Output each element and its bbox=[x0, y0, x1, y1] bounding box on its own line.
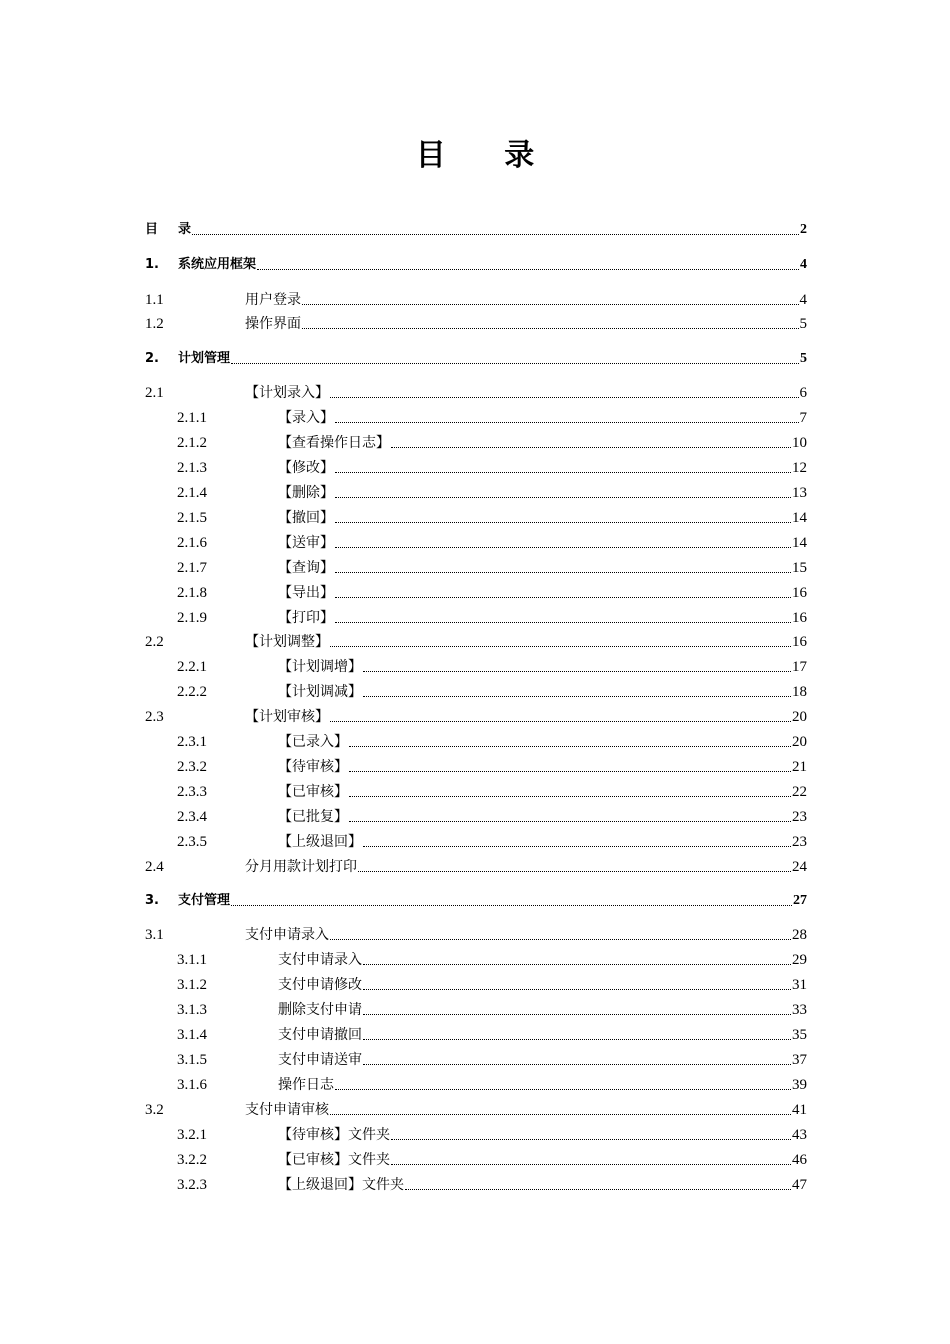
toc-page: 12 bbox=[792, 460, 807, 476]
toc-page: 5 bbox=[800, 351, 807, 366]
toc-entry[interactable] bbox=[145, 1148, 807, 1170]
toc-number: 2.3 bbox=[145, 709, 164, 725]
toc-entry[interactable] bbox=[145, 288, 807, 310]
toc-page: 23 bbox=[792, 834, 807, 850]
toc-number: 2.1.2 bbox=[177, 435, 207, 451]
toc-page: 16 bbox=[792, 610, 807, 626]
toc-entry[interactable] bbox=[145, 780, 807, 802]
toc-title: 支付申请录入 bbox=[245, 927, 329, 943]
dot-leader bbox=[363, 1038, 791, 1040]
toc-number: 1.1 bbox=[145, 292, 164, 308]
toc-title: 【送审】 bbox=[278, 535, 334, 551]
toc-number: 2.4 bbox=[145, 859, 164, 875]
toc-page: 43 bbox=[792, 1127, 807, 1143]
toc-entry[interactable] bbox=[145, 312, 807, 334]
toc-title: 【已审核】文件夹 bbox=[278, 1152, 390, 1168]
toc-number: 3.2.3 bbox=[177, 1177, 207, 1193]
toc-number: 2.3.2 bbox=[177, 759, 207, 775]
toc-page: 22 bbox=[792, 784, 807, 800]
toc-title: 【导出】 bbox=[278, 585, 334, 601]
dot-leader bbox=[363, 963, 791, 965]
toc-title: 支付申请审核 bbox=[245, 1102, 329, 1118]
toc-title: 操作日志 bbox=[278, 1077, 334, 1093]
dot-leader bbox=[335, 621, 791, 623]
toc-title: 【待审核】文件夹 bbox=[278, 1127, 390, 1143]
toc-page: 15 bbox=[792, 560, 807, 576]
toc-title: 操作界面 bbox=[245, 316, 301, 332]
toc-number: 1. bbox=[145, 257, 159, 272]
toc-title: 【已录入】 bbox=[278, 734, 348, 750]
dot-leader bbox=[302, 303, 799, 305]
page-title: 目 录 bbox=[415, 138, 559, 173]
toc-title: 录 bbox=[178, 222, 192, 237]
dot-leader bbox=[231, 904, 792, 906]
toc-number: 2.1 bbox=[145, 385, 164, 401]
toc-entry[interactable] bbox=[145, 973, 807, 995]
toc-title: 计划管理 bbox=[178, 351, 231, 366]
toc-page: 47 bbox=[792, 1177, 807, 1193]
dot-leader bbox=[335, 471, 791, 473]
toc-title: 【计划调整】 bbox=[245, 634, 329, 650]
toc-entry[interactable] bbox=[145, 830, 807, 852]
toc-number: 3.2.1 bbox=[177, 1127, 207, 1143]
toc-page: 16 bbox=[792, 634, 807, 650]
toc-page: 5 bbox=[799, 316, 807, 332]
toc-number: 2.1.6 bbox=[177, 535, 207, 551]
toc-number: 2.3.5 bbox=[177, 834, 207, 850]
toc-title: 【打印】 bbox=[278, 610, 334, 626]
toc-number: 2.2.2 bbox=[177, 684, 207, 700]
toc-page: 20 bbox=[792, 734, 807, 750]
toc-title: 【上级退回】 bbox=[278, 834, 362, 850]
toc-entry[interactable] bbox=[145, 406, 807, 428]
toc-entry[interactable] bbox=[145, 680, 807, 702]
toc-entry[interactable] bbox=[145, 531, 807, 553]
toc-number: 2. bbox=[145, 351, 159, 366]
toc-number: 3.1.5 bbox=[177, 1052, 207, 1068]
toc-entry[interactable] bbox=[145, 253, 807, 275]
dot-leader bbox=[349, 820, 791, 822]
toc-entry[interactable] bbox=[145, 431, 807, 453]
dot-leader bbox=[391, 446, 791, 448]
dot-leader bbox=[302, 327, 799, 329]
toc-number: 3.2 bbox=[145, 1102, 164, 1118]
toc-entry[interactable] bbox=[145, 948, 807, 970]
toc-title: 支付申请修改 bbox=[278, 977, 362, 993]
toc-entry[interactable] bbox=[145, 1123, 807, 1145]
toc-entry[interactable] bbox=[145, 481, 807, 503]
toc-page: 10 bbox=[792, 435, 807, 451]
toc-page: 16 bbox=[792, 585, 807, 601]
toc-number: 2.1.9 bbox=[177, 610, 207, 626]
toc-title: 【修改】 bbox=[278, 460, 334, 476]
toc-page: 6 bbox=[799, 385, 807, 401]
toc-title: 【计划录入】 bbox=[245, 385, 329, 401]
toc-entry[interactable] bbox=[145, 506, 807, 528]
toc-number: 2.1.3 bbox=[177, 460, 207, 476]
dot-leader bbox=[363, 845, 791, 847]
dot-leader bbox=[335, 546, 791, 548]
toc-entry[interactable] bbox=[145, 218, 807, 240]
toc-number: 2.1.7 bbox=[177, 560, 207, 576]
toc-entry[interactable] bbox=[145, 730, 807, 752]
dot-leader bbox=[349, 745, 791, 747]
toc-page: 7 bbox=[799, 410, 807, 426]
toc-number: 2.3.4 bbox=[177, 809, 207, 825]
toc-number: 3.1.2 bbox=[177, 977, 207, 993]
toc-title: 【删除】 bbox=[278, 485, 334, 501]
dot-leader bbox=[335, 571, 791, 573]
toc-title: 【已批复】 bbox=[278, 809, 348, 825]
toc-title: 【撤回】 bbox=[278, 510, 334, 526]
toc-number: 2.2 bbox=[145, 634, 164, 650]
toc-number: 2.2.1 bbox=[177, 659, 207, 675]
toc-entry[interactable] bbox=[145, 556, 807, 578]
toc-page: 37 bbox=[792, 1052, 807, 1068]
toc-number: 3.2.2 bbox=[177, 1152, 207, 1168]
dot-leader bbox=[363, 1013, 791, 1015]
toc-title: 【已审核】 bbox=[278, 784, 348, 800]
toc-number: 3.1.1 bbox=[177, 952, 207, 968]
toc-page: 18 bbox=[792, 684, 807, 700]
toc-page: 13 bbox=[792, 485, 807, 501]
toc-title: 【录入】 bbox=[278, 410, 334, 426]
toc-entry[interactable] bbox=[145, 606, 807, 628]
toc-entry[interactable] bbox=[145, 1048, 807, 1070]
toc-title: 【查看操作日志】 bbox=[278, 435, 390, 451]
toc-page: 17 bbox=[792, 659, 807, 675]
toc-title: 【上级退回】文件夹 bbox=[278, 1177, 404, 1193]
toc-entry[interactable] bbox=[145, 923, 807, 945]
dot-leader bbox=[330, 396, 799, 398]
toc-title: 【待审核】 bbox=[278, 759, 348, 775]
toc-title: 用户登录 bbox=[245, 292, 301, 308]
toc-number: 1.2 bbox=[145, 316, 164, 332]
toc-number: 3.1.4 bbox=[177, 1027, 207, 1043]
dot-leader bbox=[335, 1088, 791, 1090]
toc-entry[interactable] bbox=[145, 1023, 807, 1045]
toc-title: 支付申请撤回 bbox=[278, 1027, 362, 1043]
toc-number: 3.1 bbox=[145, 927, 164, 943]
toc-title: 【计划审核】 bbox=[245, 709, 329, 725]
toc-entry[interactable] bbox=[145, 1098, 807, 1120]
dot-leader bbox=[349, 770, 791, 772]
toc-number: 3.1.6 bbox=[177, 1077, 207, 1093]
toc-entry[interactable] bbox=[145, 630, 807, 652]
dot-leader bbox=[330, 645, 791, 647]
toc-entry[interactable] bbox=[145, 347, 807, 369]
toc-page: 14 bbox=[792, 510, 807, 526]
toc-entry[interactable] bbox=[145, 456, 807, 478]
toc-title: 支付管理 bbox=[178, 893, 231, 908]
toc-title: 分月用款计划打印 bbox=[245, 859, 357, 875]
toc-page: 28 bbox=[792, 927, 807, 943]
dot-leader bbox=[391, 1138, 791, 1140]
dot-leader bbox=[192, 233, 799, 235]
toc-title: 支付申请录入 bbox=[278, 952, 362, 968]
dot-leader bbox=[405, 1188, 791, 1190]
toc-page: 29 bbox=[792, 952, 807, 968]
toc-number: 2.1.4 bbox=[177, 485, 207, 501]
toc-page: 24 bbox=[792, 859, 807, 875]
toc-number: 目 bbox=[145, 222, 159, 237]
dot-leader bbox=[335, 596, 791, 598]
toc-page: 27 bbox=[793, 893, 807, 908]
toc-page: 20 bbox=[792, 709, 807, 725]
toc-page: 2 bbox=[800, 222, 807, 237]
dot-leader bbox=[363, 695, 791, 697]
toc-page: 31 bbox=[792, 977, 807, 993]
toc-title: 支付申请送审 bbox=[278, 1052, 362, 1068]
toc-entry[interactable] bbox=[145, 889, 807, 911]
dot-leader bbox=[330, 1113, 791, 1115]
toc-entry[interactable] bbox=[145, 1073, 807, 1095]
toc-entry[interactable] bbox=[145, 655, 807, 677]
toc-entry[interactable] bbox=[145, 705, 807, 727]
toc-number: 2.3.3 bbox=[177, 784, 207, 800]
toc-entry[interactable] bbox=[145, 581, 807, 603]
toc-entry[interactable] bbox=[145, 1173, 807, 1195]
dot-leader bbox=[363, 1063, 791, 1065]
dot-leader bbox=[335, 521, 791, 523]
dot-leader bbox=[363, 670, 791, 672]
toc-entry[interactable] bbox=[145, 998, 807, 1020]
dot-leader bbox=[231, 362, 799, 364]
dot-leader bbox=[335, 421, 799, 423]
toc-number: 2.3.1 bbox=[177, 734, 207, 750]
dot-leader bbox=[330, 938, 791, 940]
toc-title: 删除支付申请 bbox=[278, 1002, 362, 1018]
toc-entry[interactable] bbox=[145, 381, 807, 403]
toc-page: 46 bbox=[792, 1152, 807, 1168]
toc-number: 2.1.1 bbox=[177, 410, 207, 426]
toc-title: 【查询】 bbox=[278, 560, 334, 576]
toc-number: 2.1.8 bbox=[177, 585, 207, 601]
toc-number: 2.1.5 bbox=[177, 510, 207, 526]
toc-page: 35 bbox=[792, 1027, 807, 1043]
toc-page: 21 bbox=[792, 759, 807, 775]
toc-number: 3. bbox=[145, 893, 159, 908]
toc-page: 39 bbox=[792, 1077, 807, 1093]
toc-page: 33 bbox=[792, 1002, 807, 1018]
toc-entry[interactable] bbox=[145, 805, 807, 827]
dot-leader bbox=[349, 795, 791, 797]
toc-page: 4 bbox=[799, 292, 807, 308]
toc-entry[interactable] bbox=[145, 755, 807, 777]
toc-title: 系统应用框架 bbox=[178, 257, 257, 272]
toc-title: 【计划调减】 bbox=[278, 684, 362, 700]
dot-leader bbox=[363, 988, 791, 990]
toc-number: 3.1.3 bbox=[177, 1002, 207, 1018]
toc-page: 23 bbox=[792, 809, 807, 825]
toc-page: 4 bbox=[800, 257, 807, 272]
dot-leader bbox=[335, 496, 791, 498]
dot-leader bbox=[391, 1163, 791, 1165]
toc-title: 【计划调增】 bbox=[278, 659, 362, 675]
dot-leader bbox=[358, 870, 791, 872]
dot-leader bbox=[330, 720, 791, 722]
dot-leader bbox=[257, 268, 799, 270]
toc-entry[interactable] bbox=[145, 855, 807, 877]
toc-page: 41 bbox=[792, 1102, 807, 1118]
toc-page: 14 bbox=[792, 535, 807, 551]
